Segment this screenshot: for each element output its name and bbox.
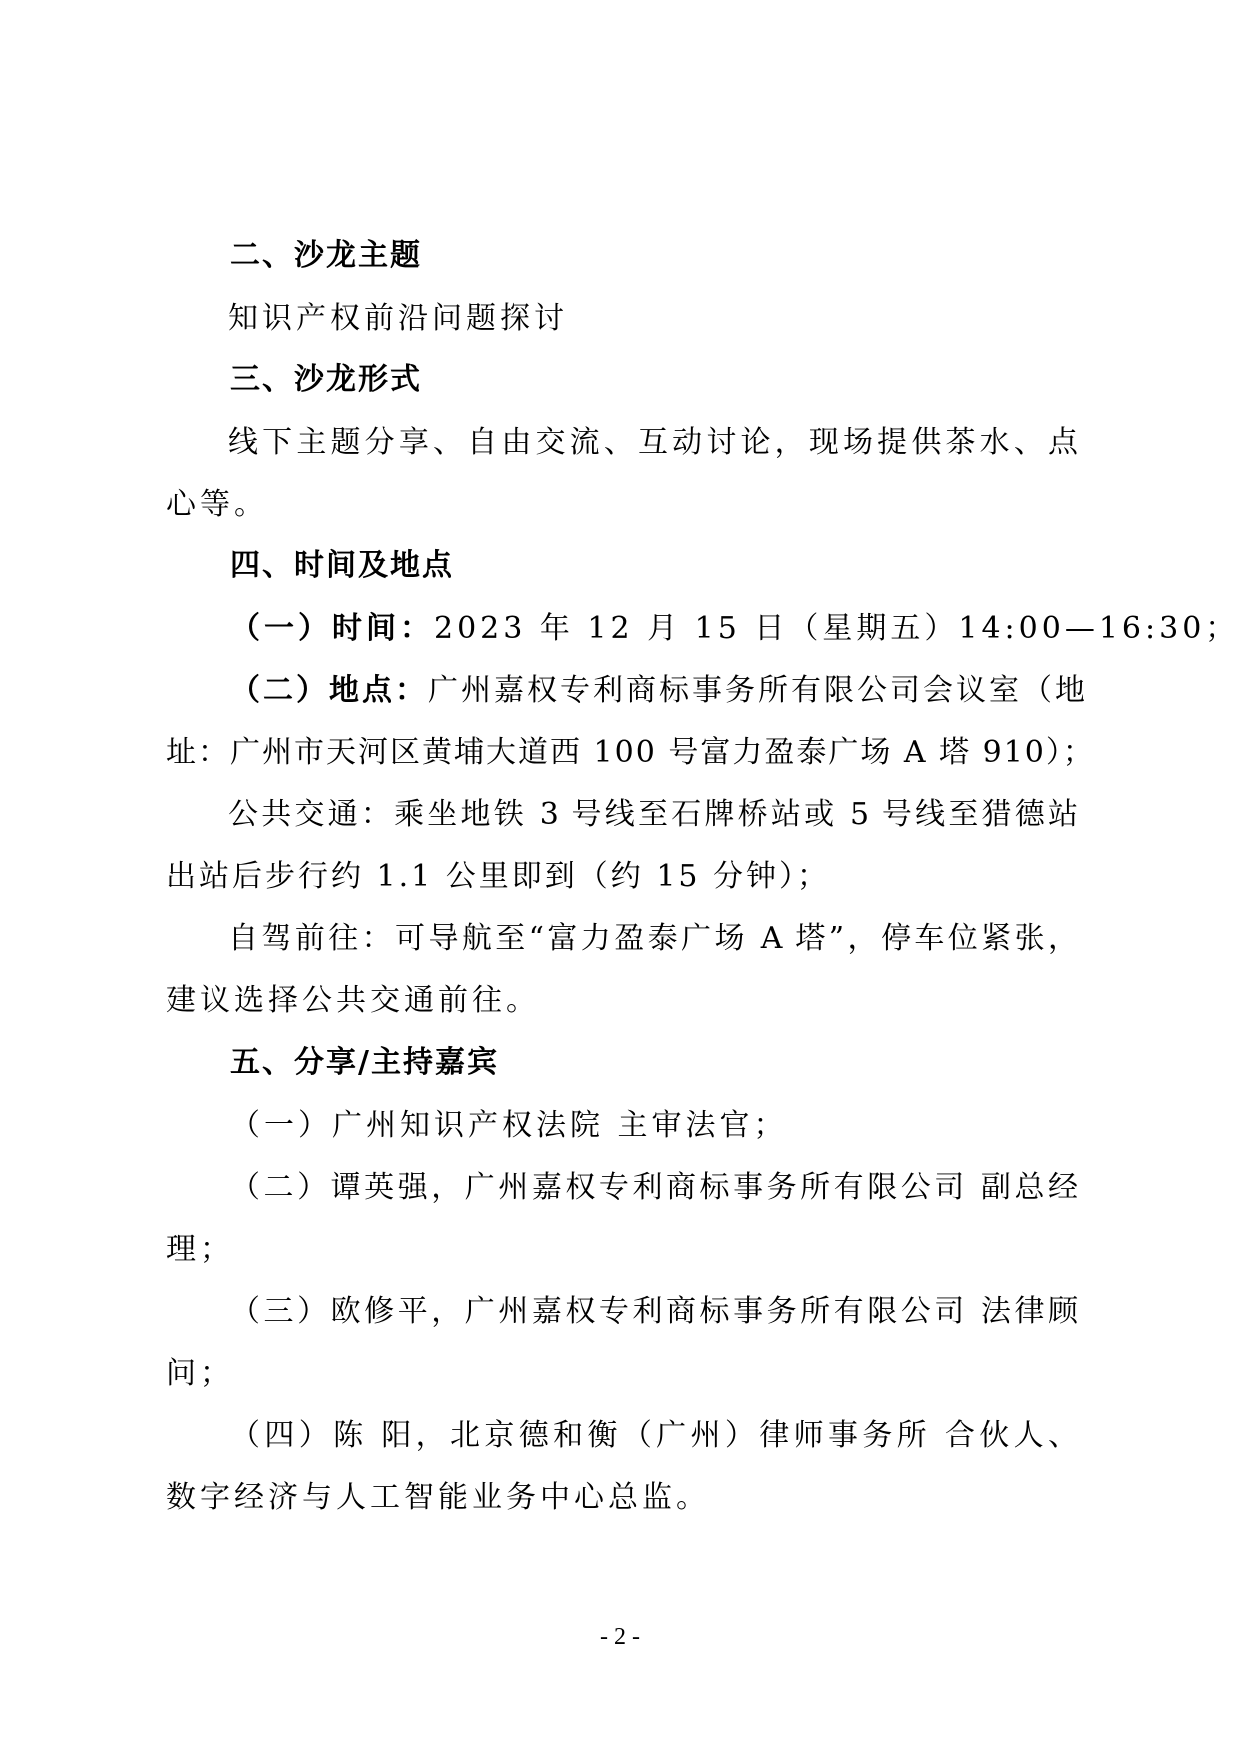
section-5-heading: 五、分享/主持嘉宾 — [230, 1045, 499, 1080]
place-value: 广州嘉权专利商标事务所有限公司会议室（地 — [428, 673, 1088, 708]
section-3-body-line-2: 心等。 — [166, 487, 268, 522]
time-label: （一）时间： — [230, 611, 434, 646]
guest-4-line-2: 数字经济与人工智能业务中心总监。 — [166, 1480, 710, 1515]
guest-4-line-1: （四）陈 阳，北京德和衡（广州）律师事务所 合伙人、 — [230, 1418, 1078, 1453]
place-paragraph-line-1 — [230, 671, 1088, 711]
section-2-heading: 二、沙龙主题 — [230, 238, 422, 273]
transit-line-2: 出站后步行约 1.1 公里即到（约 15 分钟）； — [166, 859, 831, 894]
section-4-heading: 四、时间及地点 — [230, 548, 454, 583]
drive-line-1: 自驾前往：可导航至“富力盈泰广场 A 塔”，停车位紧张， — [228, 921, 1078, 956]
time-paragraph — [230, 609, 1240, 649]
guest-2-line-1: （二）谭英强，广州嘉权专利商标事务所有限公司 副总经 — [230, 1170, 1078, 1205]
time-value: 2023 年 12 月 15 日（星期五）14:00—16:30； — [434, 611, 1240, 646]
section-2-body: 知识产权前沿问题探讨 — [228, 301, 568, 336]
guest-3-line-2: 问； — [166, 1356, 234, 1391]
section-3-heading: 三、沙龙形式 — [230, 362, 422, 397]
page-number: - 2 - — [600, 1624, 640, 1650]
place-paragraph-line-2: 址：广州市天河区黄埔大道西 100 号富力盈泰广场 A 塔 910）； — [166, 735, 1095, 770]
guest-3-line-1: （三）欧修平，广州嘉权专利商标事务所有限公司 法律顾 — [230, 1294, 1078, 1329]
place-label: （二）地点： — [230, 673, 428, 708]
drive-line-2: 建议选择公共交通前往。 — [166, 983, 540, 1018]
transit-line-1: 公共交通：乘坐地铁 3 号线至石牌桥站或 5 号线至猎德站 — [228, 797, 1078, 832]
guest-1: （一）广州知识产权法院 主审法官； — [230, 1108, 788, 1143]
section-3-body-line-1: 线下主题分享、自由交流、互动讨论，现场提供茶水、点 — [228, 425, 1078, 460]
guest-2-line-2: 理； — [166, 1232, 234, 1267]
